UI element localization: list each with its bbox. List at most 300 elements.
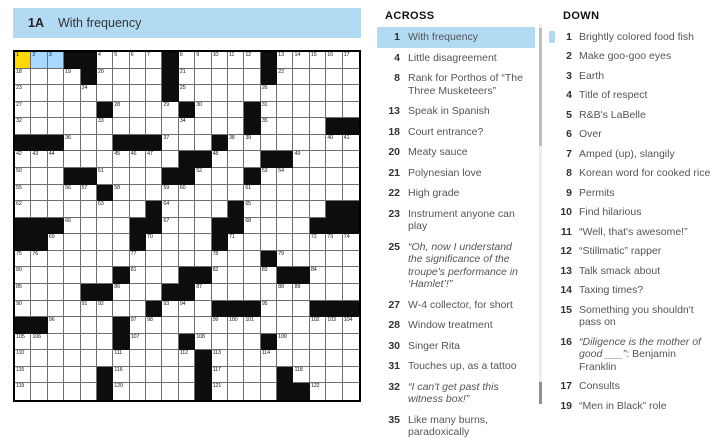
grid-cell-r7c21[interactable] bbox=[343, 151, 359, 168]
grid-cell-r2c19[interactable] bbox=[310, 69, 326, 86]
grid-cell-r11c16[interactable] bbox=[261, 218, 277, 235]
grid-cell-r13c9[interactable] bbox=[146, 251, 162, 268]
down-clue-9[interactable] bbox=[549, 183, 711, 203]
grid-cell-r11c4[interactable] bbox=[64, 218, 80, 235]
grid-cell-r8c20[interactable] bbox=[326, 168, 342, 185]
grid-cell-r21c5[interactable] bbox=[81, 383, 97, 400]
grid-cell-r3c3[interactable] bbox=[48, 85, 64, 102]
grid-cell-r3c9[interactable] bbox=[146, 85, 162, 102]
grid-cell-r9c2[interactable] bbox=[31, 185, 47, 202]
grid-cell-r6c20[interactable] bbox=[326, 135, 342, 152]
grid-cell-r9c20[interactable] bbox=[326, 185, 342, 202]
grid-cell-r6c11[interactable] bbox=[179, 135, 195, 152]
grid-cell-r8c9[interactable] bbox=[146, 168, 162, 185]
grid-cell-r15c19[interactable] bbox=[310, 284, 326, 301]
grid-cell-r5c2[interactable] bbox=[31, 118, 47, 135]
grid-cell-r8c2[interactable] bbox=[31, 168, 47, 185]
grid-cell-r2c12[interactable] bbox=[195, 69, 211, 86]
grid-cell-r11c11[interactable] bbox=[179, 218, 195, 235]
grid-cell-r21c3[interactable] bbox=[48, 383, 64, 400]
grid-cell-r19c14[interactable] bbox=[228, 350, 244, 367]
across-clue-8[interactable] bbox=[377, 68, 535, 101]
grid-cell-r16c11[interactable] bbox=[179, 301, 195, 318]
grid-cell-r20c10[interactable] bbox=[162, 367, 178, 384]
across-clue-23[interactable] bbox=[377, 204, 535, 237]
grid-cell-r2c11[interactable] bbox=[179, 69, 195, 86]
grid-cell-r7c4[interactable] bbox=[64, 151, 80, 168]
grid-cell-r4c4[interactable] bbox=[64, 102, 80, 119]
across-clue-30[interactable] bbox=[377, 336, 535, 357]
grid-cell-r5c9[interactable] bbox=[146, 118, 162, 135]
grid-cell-r4c7[interactable] bbox=[113, 102, 129, 119]
grid-cell-r19c6[interactable] bbox=[97, 350, 113, 367]
grid-cell-r18c20[interactable] bbox=[326, 334, 342, 351]
grid-cell-r3c19[interactable] bbox=[310, 85, 326, 102]
grid-cell-r14c3[interactable] bbox=[48, 267, 64, 284]
grid-cell-r4c19[interactable] bbox=[310, 102, 326, 119]
grid-cell-r1c18[interactable] bbox=[293, 52, 309, 69]
grid-cell-r16c3[interactable] bbox=[48, 301, 64, 318]
grid-cell-r4c2[interactable] bbox=[31, 102, 47, 119]
grid-cell-r21c2[interactable] bbox=[31, 383, 47, 400]
grid-cell-r19c15[interactable] bbox=[244, 350, 260, 367]
grid-cell-r5c5[interactable] bbox=[81, 118, 97, 135]
grid-cell-r19c3[interactable] bbox=[48, 350, 64, 367]
grid-cell-r8c18[interactable] bbox=[293, 168, 309, 185]
grid-cell-r2c18[interactable] bbox=[293, 69, 309, 86]
grid-cell-r14c2[interactable] bbox=[31, 267, 47, 284]
grid-cell-r7c7[interactable] bbox=[113, 151, 129, 168]
grid-cell-r2c3[interactable] bbox=[48, 69, 64, 86]
grid-cell-r17c21[interactable] bbox=[343, 317, 359, 334]
grid-cell-r17c4[interactable] bbox=[64, 317, 80, 334]
grid-cell-r19c17[interactable] bbox=[277, 350, 293, 367]
grid-cell-r17c18[interactable] bbox=[293, 317, 309, 334]
grid-cell-r12c4[interactable] bbox=[64, 234, 80, 251]
grid-cell-r6c19[interactable] bbox=[310, 135, 326, 152]
grid-cell-r10c4[interactable] bbox=[64, 201, 80, 218]
grid-cell-r19c21[interactable] bbox=[343, 350, 359, 367]
across-clue-28[interactable] bbox=[377, 315, 535, 336]
grid-cell-r20c16[interactable] bbox=[261, 367, 277, 384]
grid-cell-r15c3[interactable] bbox=[48, 284, 64, 301]
grid-cell-r12c18[interactable] bbox=[293, 234, 309, 251]
grid-cell-r18c5[interactable] bbox=[81, 334, 97, 351]
grid-cell-r12c10[interactable] bbox=[162, 234, 178, 251]
grid-cell-r11c12[interactable] bbox=[195, 218, 211, 235]
grid-cell-r16c17[interactable] bbox=[277, 301, 293, 318]
grid-cell-r12c16[interactable] bbox=[261, 234, 277, 251]
across-clue-18[interactable] bbox=[377, 122, 535, 143]
grid-cell-r12c5[interactable] bbox=[81, 234, 97, 251]
grid-cell-r18c21[interactable] bbox=[343, 334, 359, 351]
grid-cell-r2c6[interactable] bbox=[97, 69, 113, 86]
grid-cell-r5c11[interactable] bbox=[179, 118, 195, 135]
grid-cell-r9c17[interactable] bbox=[277, 185, 293, 202]
grid-cell-r20c5[interactable] bbox=[81, 367, 97, 384]
grid-cell-r18c10[interactable] bbox=[162, 334, 178, 351]
grid-cell-r7c5[interactable] bbox=[81, 151, 97, 168]
grid-cell-r13c13[interactable] bbox=[212, 251, 228, 268]
grid-cell-r7c13[interactable] bbox=[212, 151, 228, 168]
down-clue-15[interactable] bbox=[549, 300, 711, 332]
grid-cell-r2c13[interactable] bbox=[212, 69, 228, 86]
grid-cell-r6c14[interactable] bbox=[228, 135, 244, 152]
grid-cell-r10c5[interactable] bbox=[81, 201, 97, 218]
grid-cell-r4c5[interactable] bbox=[81, 102, 97, 119]
grid-cell-r15c15[interactable] bbox=[244, 284, 260, 301]
across-clue-25[interactable] bbox=[377, 237, 535, 295]
grid-cell-r3c12[interactable] bbox=[195, 85, 211, 102]
grid-cell-r17c9[interactable] bbox=[146, 317, 162, 334]
grid-cell-r20c14[interactable] bbox=[228, 367, 244, 384]
grid-cell-r15c8[interactable] bbox=[130, 284, 146, 301]
grid-cell-r6c21[interactable] bbox=[343, 135, 359, 152]
grid-cell-r4c1[interactable] bbox=[15, 102, 31, 119]
grid-cell-r8c6[interactable] bbox=[97, 168, 113, 185]
clue-list-scrollbar-thumb[interactable] bbox=[539, 28, 542, 146]
grid-cell-r5c10[interactable] bbox=[162, 118, 178, 135]
grid-cell-r14c16[interactable] bbox=[261, 267, 277, 284]
grid-cell-r17c6[interactable] bbox=[97, 317, 113, 334]
across-clue-35[interactable] bbox=[377, 410, 535, 443]
grid-cell-r9c8[interactable] bbox=[130, 185, 146, 202]
grid-cell-r15c13[interactable] bbox=[212, 284, 228, 301]
down-clue-4[interactable] bbox=[549, 86, 711, 106]
grid-cell-r21c7[interactable] bbox=[113, 383, 129, 400]
grid-cell-r8c14[interactable] bbox=[228, 168, 244, 185]
grid-cell-r9c12[interactable] bbox=[195, 185, 211, 202]
grid-cell-r21c11[interactable] bbox=[179, 383, 195, 400]
grid-cell-r15c18[interactable] bbox=[293, 284, 309, 301]
grid-cell-r10c1[interactable] bbox=[15, 201, 31, 218]
grid-cell-r3c1[interactable] bbox=[15, 85, 31, 102]
grid-cell-r9c14[interactable] bbox=[228, 185, 244, 202]
grid-cell-r19c13[interactable] bbox=[212, 350, 228, 367]
grid-cell-r20c13[interactable] bbox=[212, 367, 228, 384]
grid-cell-r2c20[interactable] bbox=[326, 69, 342, 86]
grid-cell-r21c16[interactable] bbox=[261, 383, 277, 400]
grid-cell-r20c21[interactable] bbox=[343, 367, 359, 384]
grid-cell-r9c19[interactable] bbox=[310, 185, 326, 202]
grid-cell-r11c6[interactable] bbox=[97, 218, 113, 235]
grid-cell-r10c17[interactable] bbox=[277, 201, 293, 218]
grid-cell-r4c8[interactable] bbox=[130, 102, 146, 119]
grid-cell-r14c5[interactable] bbox=[81, 267, 97, 284]
grid-cell-r21c8[interactable] bbox=[130, 383, 146, 400]
grid-cell-r8c7[interactable] bbox=[113, 168, 129, 185]
grid-cell-r15c21[interactable] bbox=[343, 284, 359, 301]
across-clue-32[interactable] bbox=[377, 377, 535, 410]
grid-cell-r4c13[interactable] bbox=[212, 102, 228, 119]
grid-cell-r9c3[interactable] bbox=[48, 185, 64, 202]
grid-cell-r18c9[interactable] bbox=[146, 334, 162, 351]
grid-cell-r10c13[interactable] bbox=[212, 201, 228, 218]
grid-cell-r20c1[interactable] bbox=[15, 367, 31, 384]
grid-cell-r16c16[interactable] bbox=[261, 301, 277, 318]
down-clue-13[interactable] bbox=[549, 261, 711, 281]
grid-cell-r1c2[interactable] bbox=[31, 52, 47, 69]
down-clue-14[interactable] bbox=[549, 281, 711, 301]
grid-cell-r4c9[interactable] bbox=[146, 102, 162, 119]
grid-cell-r19c8[interactable] bbox=[130, 350, 146, 367]
grid-cell-r21c9[interactable] bbox=[146, 383, 162, 400]
grid-cell-r7c10[interactable] bbox=[162, 151, 178, 168]
grid-cell-r18c3[interactable] bbox=[48, 334, 64, 351]
grid-cell-r16c2[interactable] bbox=[31, 301, 47, 318]
grid-cell-r7c20[interactable] bbox=[326, 151, 342, 168]
grid-cell-r18c18[interactable] bbox=[293, 334, 309, 351]
grid-cell-r18c13[interactable] bbox=[212, 334, 228, 351]
grid-cell-r20c20[interactable] bbox=[326, 367, 342, 384]
grid-cell-r13c14[interactable] bbox=[228, 251, 244, 268]
grid-cell-r3c11[interactable] bbox=[179, 85, 195, 102]
grid-cell-r3c2[interactable] bbox=[31, 85, 47, 102]
grid-cell-r16c4[interactable] bbox=[64, 301, 80, 318]
grid-cell-r16c12[interactable] bbox=[195, 301, 211, 318]
grid-cell-r16c7[interactable] bbox=[113, 301, 129, 318]
down-clue-5[interactable] bbox=[549, 105, 711, 125]
grid-cell-r5c19[interactable] bbox=[310, 118, 326, 135]
grid-cell-r21c13[interactable] bbox=[212, 383, 228, 400]
grid-cell-r13c3[interactable] bbox=[48, 251, 64, 268]
grid-cell-r17c13[interactable] bbox=[212, 317, 228, 334]
grid-cell-r6c4[interactable] bbox=[64, 135, 80, 152]
down-clue-10[interactable] bbox=[549, 203, 711, 223]
grid-cell-r5c12[interactable] bbox=[195, 118, 211, 135]
grid-cell-r6c18[interactable] bbox=[293, 135, 309, 152]
down-clue-7[interactable] bbox=[549, 144, 711, 164]
grid-cell-r21c10[interactable] bbox=[162, 383, 178, 400]
grid-cell-r12c9[interactable] bbox=[146, 234, 162, 251]
grid-cell-r3c17[interactable] bbox=[277, 85, 293, 102]
grid-cell-r18c12[interactable] bbox=[195, 334, 211, 351]
grid-cell-r8c13[interactable] bbox=[212, 168, 228, 185]
grid-cell-r8c17[interactable] bbox=[277, 168, 293, 185]
down-clue-3[interactable] bbox=[549, 66, 711, 86]
grid-cell-r4c16[interactable] bbox=[261, 102, 277, 119]
grid-cell-r19c9[interactable] bbox=[146, 350, 162, 367]
down-clue-1[interactable] bbox=[549, 27, 711, 47]
grid-cell-r10c18[interactable] bbox=[293, 201, 309, 218]
grid-cell-r1c17[interactable] bbox=[277, 52, 293, 69]
grid-cell-r2c21[interactable] bbox=[343, 69, 359, 86]
grid-cell-r5c14[interactable] bbox=[228, 118, 244, 135]
grid-cell-r18c6[interactable] bbox=[97, 334, 113, 351]
clue-list-scrollbar-nub[interactable] bbox=[539, 382, 542, 404]
grid-cell-r14c13[interactable] bbox=[212, 267, 228, 284]
grid-cell-r21c20[interactable] bbox=[326, 383, 342, 400]
grid-cell-r18c4[interactable] bbox=[64, 334, 80, 351]
grid-cell-r4c21[interactable] bbox=[343, 102, 359, 119]
grid-cell-r21c19[interactable] bbox=[310, 383, 326, 400]
grid-cell-r7c2[interactable] bbox=[31, 151, 47, 168]
grid-cell-r20c3[interactable] bbox=[48, 367, 64, 384]
grid-cell-r10c3[interactable] bbox=[48, 201, 64, 218]
grid-cell-r18c14[interactable] bbox=[228, 334, 244, 351]
grid-cell-r11c7[interactable] bbox=[113, 218, 129, 235]
grid-cell-r9c9[interactable] bbox=[146, 185, 162, 202]
grid-cell-r6c10[interactable] bbox=[162, 135, 178, 152]
grid-cell-r7c3[interactable] bbox=[48, 151, 64, 168]
grid-cell-r15c2[interactable] bbox=[31, 284, 47, 301]
grid-cell-r9c13[interactable] bbox=[212, 185, 228, 202]
grid-cell-r11c15[interactable] bbox=[244, 218, 260, 235]
grid-cell-r8c16[interactable] bbox=[261, 168, 277, 185]
grid-cell-r11c17[interactable] bbox=[277, 218, 293, 235]
grid-cell-r21c21[interactable] bbox=[343, 383, 359, 400]
grid-cell-r15c12[interactable] bbox=[195, 284, 211, 301]
grid-cell-r5c13[interactable] bbox=[212, 118, 228, 135]
grid-cell-r10c11[interactable] bbox=[179, 201, 195, 218]
grid-cell-r8c19[interactable] bbox=[310, 168, 326, 185]
grid-cell-r17c14[interactable] bbox=[228, 317, 244, 334]
grid-cell-r16c5[interactable] bbox=[81, 301, 97, 318]
grid-cell-r20c18[interactable] bbox=[293, 367, 309, 384]
grid-cell-r20c4[interactable] bbox=[64, 367, 80, 384]
grid-cell-r13c15[interactable] bbox=[244, 251, 260, 268]
grid-cell-r1c8[interactable] bbox=[130, 52, 146, 69]
grid-cell-r15c16[interactable] bbox=[261, 284, 277, 301]
across-clue-31[interactable] bbox=[377, 356, 535, 377]
grid-cell-r3c8[interactable] bbox=[130, 85, 146, 102]
grid-cell-r17c19[interactable] bbox=[310, 317, 326, 334]
grid-cell-r21c4[interactable] bbox=[64, 383, 80, 400]
grid-cell-r19c19[interactable] bbox=[310, 350, 326, 367]
grid-cell-r4c17[interactable] bbox=[277, 102, 293, 119]
grid-cell-r15c20[interactable] bbox=[326, 284, 342, 301]
grid-cell-r6c16[interactable] bbox=[261, 135, 277, 152]
grid-cell-r16c1[interactable] bbox=[15, 301, 31, 318]
grid-cell-r13c21[interactable] bbox=[343, 251, 359, 268]
grid-cell-r14c6[interactable] bbox=[97, 267, 113, 284]
grid-cell-r1c6[interactable] bbox=[97, 52, 113, 69]
grid-cell-r20c2[interactable] bbox=[31, 367, 47, 384]
grid-cell-r2c14[interactable] bbox=[228, 69, 244, 86]
grid-cell-r10c12[interactable] bbox=[195, 201, 211, 218]
grid-cell-r1c9[interactable] bbox=[146, 52, 162, 69]
grid-cell-r19c20[interactable] bbox=[326, 350, 342, 367]
grid-cell-r2c9[interactable] bbox=[146, 69, 162, 86]
grid-cell-r19c1[interactable] bbox=[15, 350, 31, 367]
grid-cell-r7c18[interactable] bbox=[293, 151, 309, 168]
grid-cell-r3c13[interactable] bbox=[212, 85, 228, 102]
grid-cell-r18c1[interactable] bbox=[15, 334, 31, 351]
grid-cell-r15c9[interactable] bbox=[146, 284, 162, 301]
down-clue-19[interactable] bbox=[549, 396, 711, 416]
grid-cell-r6c17[interactable] bbox=[277, 135, 293, 152]
grid-cell-r12c21[interactable] bbox=[343, 234, 359, 251]
down-clue-11[interactable] bbox=[549, 222, 711, 242]
grid-cell-r3c6[interactable] bbox=[97, 85, 113, 102]
grid-cell-r7c19[interactable] bbox=[310, 151, 326, 168]
down-clue-12[interactable] bbox=[549, 242, 711, 262]
grid-cell-r20c19[interactable] bbox=[310, 367, 326, 384]
grid-cell-r14c14[interactable] bbox=[228, 267, 244, 284]
grid-cell-r15c1[interactable] bbox=[15, 284, 31, 301]
grid-cell-r8c12[interactable] bbox=[195, 168, 211, 185]
grid-cell-r13c20[interactable] bbox=[326, 251, 342, 268]
down-clue-2[interactable] bbox=[549, 47, 711, 67]
grid-cell-r20c8[interactable] bbox=[130, 367, 146, 384]
grid-cell-r13c6[interactable] bbox=[97, 251, 113, 268]
grid-cell-r14c19[interactable] bbox=[310, 267, 326, 284]
grid-cell-r2c1[interactable] bbox=[15, 69, 31, 86]
grid-cell-r5c3[interactable] bbox=[48, 118, 64, 135]
grid-cell-r5c7[interactable] bbox=[113, 118, 129, 135]
grid-cell-r2c2[interactable] bbox=[31, 69, 47, 86]
grid-cell-r1c3[interactable] bbox=[48, 52, 64, 69]
grid-cell-r2c7[interactable] bbox=[113, 69, 129, 86]
grid-cell-r10c8[interactable] bbox=[130, 201, 146, 218]
grid-cell-r12c20[interactable] bbox=[326, 234, 342, 251]
across-clue-27[interactable] bbox=[377, 295, 535, 316]
grid-cell-r14c1[interactable] bbox=[15, 267, 31, 284]
grid-cell-r9c21[interactable] bbox=[343, 185, 359, 202]
grid-cell-r3c20[interactable] bbox=[326, 85, 342, 102]
down-clue-17[interactable] bbox=[549, 377, 711, 397]
grid-cell-r18c8[interactable] bbox=[130, 334, 146, 351]
grid-cell-r13c10[interactable] bbox=[162, 251, 178, 268]
grid-cell-r6c12[interactable] bbox=[195, 135, 211, 152]
grid-cell-r14c21[interactable] bbox=[343, 267, 359, 284]
grid-cell-r10c15[interactable] bbox=[244, 201, 260, 218]
grid-cell-r11c10[interactable] bbox=[162, 218, 178, 235]
grid-cell-r2c4[interactable] bbox=[64, 69, 80, 86]
grid-cell-r19c4[interactable] bbox=[64, 350, 80, 367]
grid-cell-r8c1[interactable] bbox=[15, 168, 31, 185]
grid-cell-r18c2[interactable] bbox=[31, 334, 47, 351]
grid-cell-r14c8[interactable] bbox=[130, 267, 146, 284]
grid-cell-r19c2[interactable] bbox=[31, 350, 47, 367]
grid-cell-r13c2[interactable] bbox=[31, 251, 47, 268]
grid-cell-r20c7[interactable] bbox=[113, 367, 129, 384]
grid-cell-r13c18[interactable] bbox=[293, 251, 309, 268]
grid-cell-r18c17[interactable] bbox=[277, 334, 293, 351]
across-clue-4[interactable] bbox=[377, 48, 535, 69]
grid-cell-r13c8[interactable] bbox=[130, 251, 146, 268]
grid-cell-r9c16[interactable] bbox=[261, 185, 277, 202]
grid-cell-r7c15[interactable] bbox=[244, 151, 260, 168]
grid-cell-r10c10[interactable] bbox=[162, 201, 178, 218]
across-clue-1[interactable] bbox=[377, 27, 535, 48]
grid-cell-r9c7[interactable] bbox=[113, 185, 129, 202]
grid-cell-r20c11[interactable] bbox=[179, 367, 195, 384]
grid-cell-r1c21[interactable] bbox=[343, 52, 359, 69]
grid-cell-r21c15[interactable] bbox=[244, 383, 260, 400]
grid-cell-r1c1[interactable] bbox=[15, 52, 31, 69]
grid-cell-r5c17[interactable] bbox=[277, 118, 293, 135]
grid-cell-r3c14[interactable] bbox=[228, 85, 244, 102]
grid-cell-r5c6[interactable] bbox=[97, 118, 113, 135]
grid-cell-r3c7[interactable] bbox=[113, 85, 129, 102]
grid-cell-r19c10[interactable] bbox=[162, 350, 178, 367]
grid-cell-r12c12[interactable] bbox=[195, 234, 211, 251]
grid-cell-r10c16[interactable] bbox=[261, 201, 277, 218]
grid-cell-r15c7[interactable] bbox=[113, 284, 129, 301]
grid-cell-r19c7[interactable] bbox=[113, 350, 129, 367]
grid-cell-r1c20[interactable] bbox=[326, 52, 342, 69]
grid-cell-r4c12[interactable] bbox=[195, 102, 211, 119]
grid-cell-r17c17[interactable] bbox=[277, 317, 293, 334]
grid-cell-r19c11[interactable] bbox=[179, 350, 195, 367]
grid-cell-r16c6[interactable] bbox=[97, 301, 113, 318]
grid-cell-r1c19[interactable] bbox=[310, 52, 326, 69]
grid-cell-r3c16[interactable] bbox=[261, 85, 277, 102]
grid-cell-r14c20[interactable] bbox=[326, 267, 342, 284]
grid-cell-r12c17[interactable] bbox=[277, 234, 293, 251]
grid-cell-r7c8[interactable] bbox=[130, 151, 146, 168]
